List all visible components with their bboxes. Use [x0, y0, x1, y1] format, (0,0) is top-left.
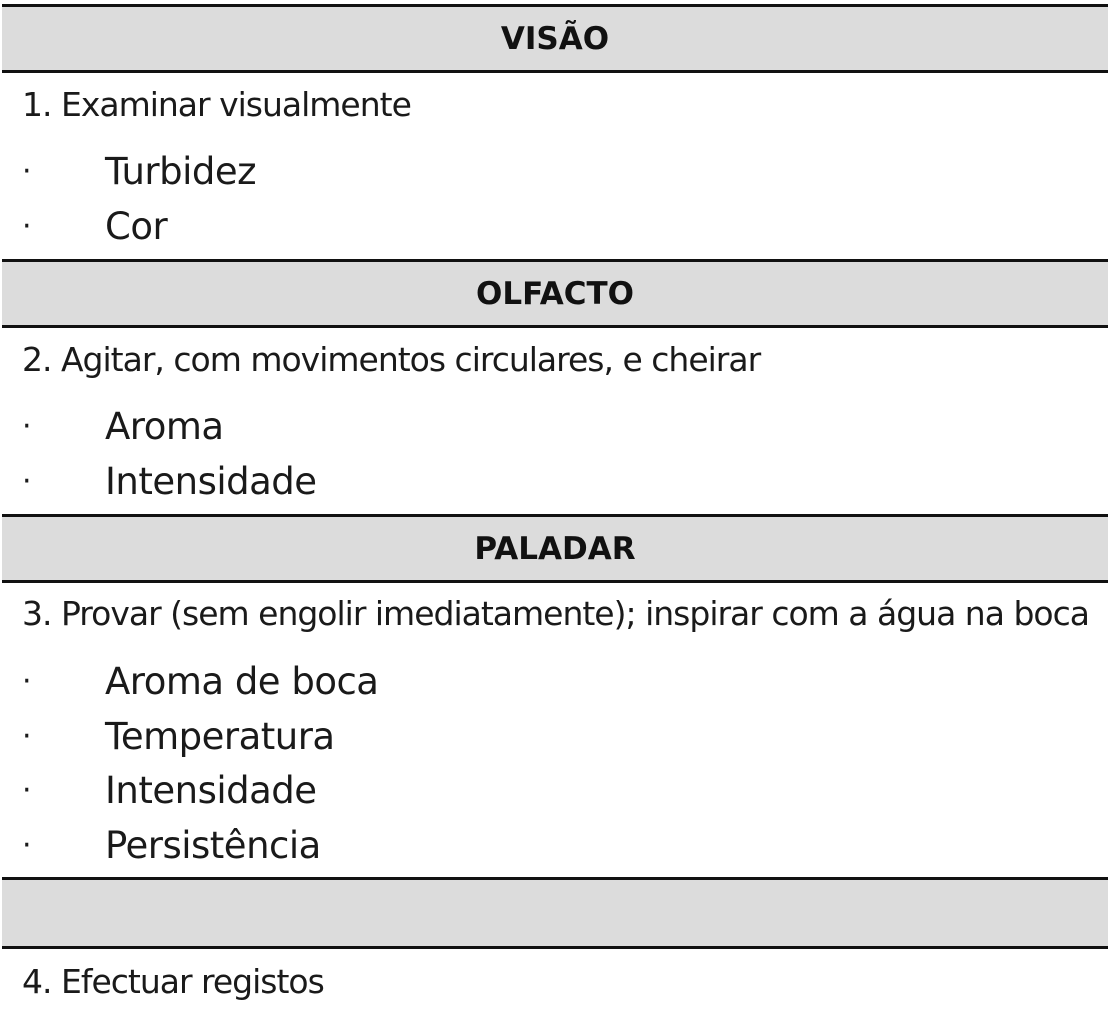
section-title: OLFACTO: [476, 275, 634, 312]
list-item-label: Temperatura: [105, 715, 335, 758]
step-4-text: 4. Efectuar registos: [22, 962, 324, 1001]
bullet-icon: ·: [22, 773, 32, 808]
list-item-label: Cor: [105, 205, 168, 248]
bullet-icon: ·: [22, 209, 32, 244]
list-item-label: Aroma: [105, 405, 224, 448]
bullet-icon: ·: [22, 154, 32, 189]
list-item-label: Aroma de boca: [105, 660, 379, 703]
section-header-visao: [2, 4, 1108, 73]
bullet-icon: ·: [22, 464, 32, 499]
list-item-label: Persistência: [105, 824, 321, 867]
bullet-icon: ·: [22, 719, 32, 754]
list-item-label: Intensidade: [105, 769, 317, 812]
bullet-icon: ·: [22, 664, 32, 699]
step-1-text: 1. Examinar visualmente: [22, 85, 411, 124]
bullet-icon: ·: [22, 409, 32, 444]
step-2-text: 2. Agitar, com movimentos circulares, e cheirar: [22, 340, 761, 379]
list-item-label: Turbidez: [105, 150, 257, 193]
section-title: PALADAR: [474, 530, 636, 567]
section-header-empty: [2, 877, 1108, 949]
section-header-paladar: [2, 514, 1108, 583]
bullet-icon: ·: [22, 828, 32, 863]
section-title: VISÃO: [500, 20, 610, 57]
step-3-text: 3. Provar (sem engolir imediatamente); inspirar com a água na boca: [22, 594, 1089, 633]
list-item-label: Intensidade: [105, 460, 317, 503]
section-header-olfacto: [2, 259, 1108, 328]
